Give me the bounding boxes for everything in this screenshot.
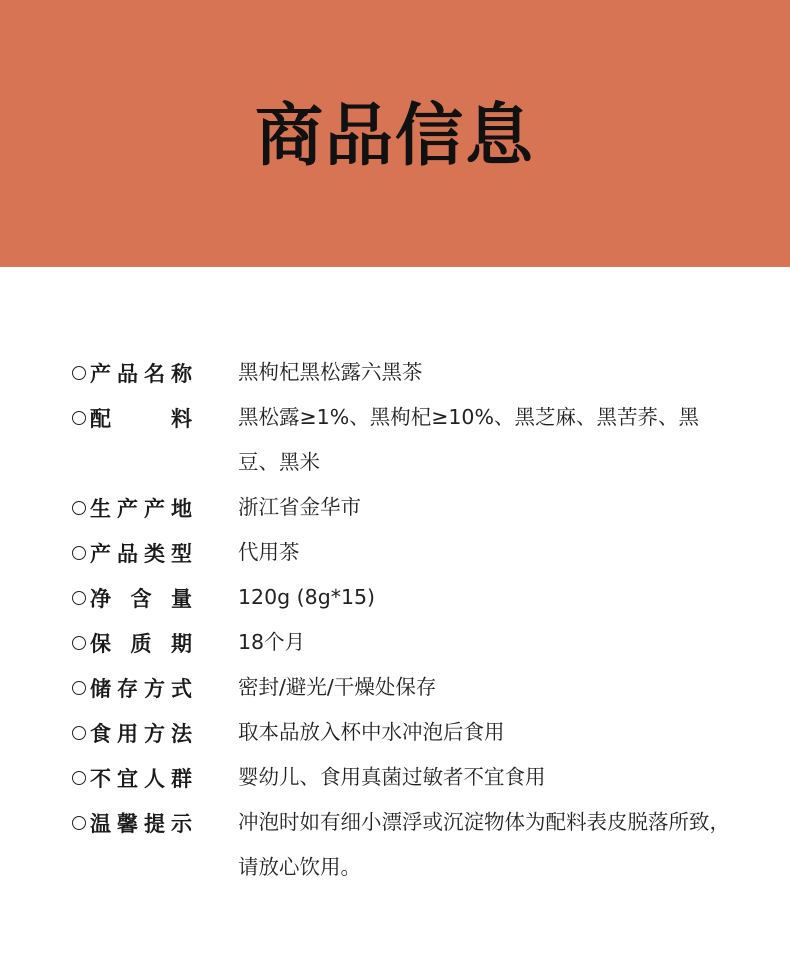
info-label: 生 产 产 地 — [90, 496, 192, 521]
info-label: 温 馨 提 示 — [90, 811, 192, 836]
info-value: 黑枸杞黑松露六黑茶 — [238, 360, 423, 384]
header-banner — [0, 0, 790, 267]
info-label: 产 品 名 称 — [90, 361, 192, 386]
info-label: 不 宜 人 群 — [90, 766, 192, 791]
info-value: 120g (8g*15) — [238, 585, 376, 609]
info-row-net-content — [0, 575, 790, 620]
circle-bullet-icon — [72, 501, 86, 515]
info-value: 代用茶 — [238, 540, 300, 564]
circle-bullet-icon — [72, 636, 86, 650]
info-label: 净 含 量 — [90, 586, 192, 611]
info-row-origin — [0, 485, 790, 530]
info-row-shelf-life — [0, 620, 790, 665]
info-value: 密封/避光/干燥处保存 — [238, 675, 437, 699]
info-value: 婴幼儿、食用真菌过敏者不宜食用 — [238, 765, 546, 789]
info-label: 产 品 类 型 — [90, 541, 192, 566]
circle-bullet-icon — [72, 681, 86, 695]
circle-bullet-icon — [72, 816, 86, 830]
info-row-product-type — [0, 530, 790, 575]
info-label: 配 料 — [90, 406, 192, 431]
info-label: 储 存 方 式 — [90, 676, 192, 701]
info-value: 取本品放入杯中水冲泡后食用 — [238, 720, 505, 744]
circle-bullet-icon — [72, 771, 86, 785]
circle-bullet-icon — [72, 726, 86, 740]
info-value: 18个月 — [238, 630, 306, 654]
info-value: 黑松露≥1%、黑枸杞≥10%、黑芝麻、黑苦荞、黑豆、黑米 — [238, 405, 699, 474]
page-title: 商品信息 — [254, 96, 535, 176]
info-value: 冲泡时如有细小漂浮或沉淀物体为配料表皮脱落所致，请放心饮用。 — [238, 810, 730, 879]
info-row-ingredients — [0, 395, 790, 485]
info-row-usage — [0, 710, 790, 755]
info-row-unsuitable — [0, 755, 790, 800]
circle-bullet-icon — [72, 366, 86, 380]
circle-bullet-icon — [72, 546, 86, 560]
info-label: 食 用 方 法 — [90, 721, 192, 746]
info-row-product-name — [0, 350, 790, 395]
circle-bullet-icon — [72, 591, 86, 605]
info-value: 浙江省金华市 — [238, 495, 361, 519]
info-row-storage — [0, 665, 790, 710]
info-row-tips — [0, 800, 790, 890]
circle-bullet-icon — [72, 411, 86, 425]
info-label: 保 质 期 — [90, 631, 192, 656]
product-info-list — [0, 350, 790, 890]
